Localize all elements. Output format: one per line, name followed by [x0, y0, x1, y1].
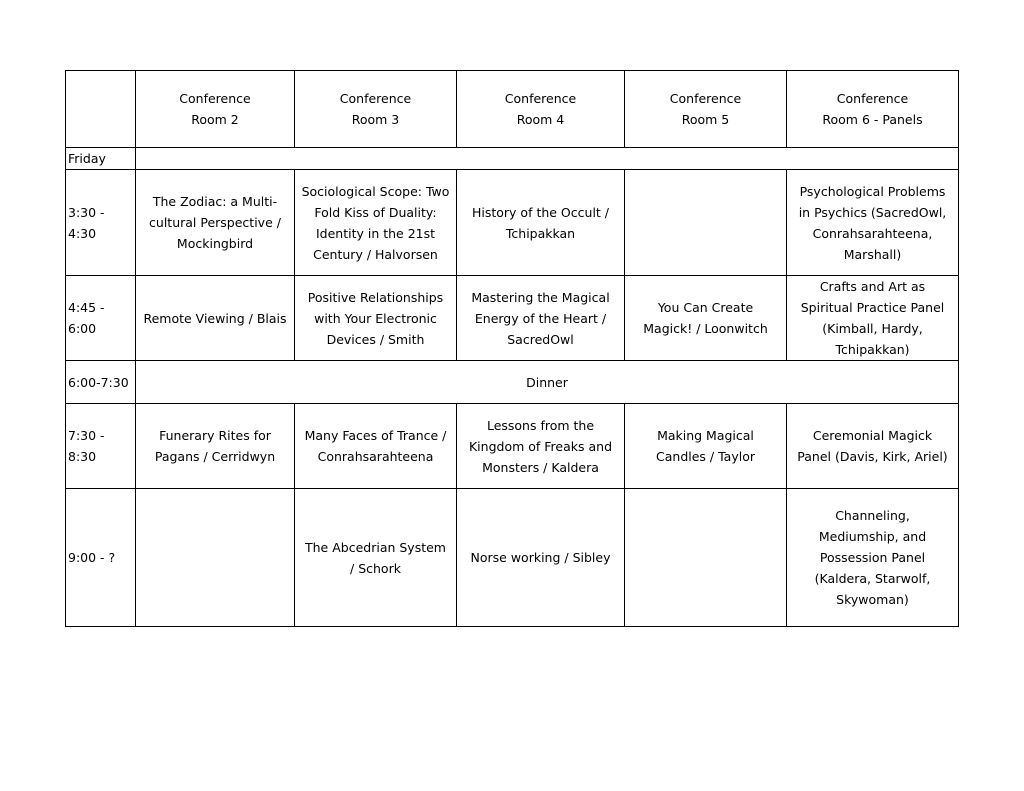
- session-cell: The Abcedrian System / Schork: [295, 489, 457, 627]
- day-row-filler: [136, 148, 959, 170]
- time-cell: 3:30 - 4:30: [66, 170, 136, 276]
- table-row: [66, 404, 959, 489]
- session-cell: Psychological Problems in Psychics (SacredOwl, Conrahsarahteena, Marshall): [787, 170, 959, 276]
- header-room-3: Conference Room 3: [295, 71, 457, 148]
- session-cell: Channeling, Mediumship, and Possession Panel (Kaldera, Starwolf, Skywoman): [787, 489, 959, 627]
- header-row: [66, 71, 959, 148]
- session-cell: [136, 489, 295, 627]
- session-cell: History of the Occult / Tchipakkan: [457, 170, 625, 276]
- session-cell: [625, 170, 787, 276]
- header-room-2: Conference Room 2: [136, 71, 295, 148]
- header-room-4: Conference Room 4: [457, 71, 625, 148]
- session-cell: Ceremonial Magick Panel (Davis, Kirk, Ariel): [787, 404, 959, 489]
- session-cell: You Can Create Magick! / Loonwitch: [625, 276, 787, 361]
- day-label: Friday: [66, 148, 136, 170]
- session-cell: Making Magical Candles / Taylor: [625, 404, 787, 489]
- header-corner-cell: [66, 71, 136, 148]
- session-cell: Norse working / Sibley: [457, 489, 625, 627]
- time-cell: 9:00 - ?: [66, 489, 136, 627]
- conference-schedule-table: [65, 70, 959, 627]
- session-cell: The Zodiac: a Multi- cultural Perspective / Mockingbird: [136, 170, 295, 276]
- session-cell: Positive Relationships with Your Electronic Devices / Smith: [295, 276, 457, 361]
- table-row: [66, 489, 959, 627]
- header-room-5: Conference Room 5: [625, 71, 787, 148]
- session-cell: Funerary Rites for Pagans / Cerridwyn: [136, 404, 295, 489]
- time-cell: 4:45 - 6:00: [66, 276, 136, 361]
- session-cell: Lessons from the Kingdom of Freaks and Monsters / Kaldera: [457, 404, 625, 489]
- day-row: [66, 148, 959, 170]
- table-row: [66, 276, 959, 361]
- time-cell: 7:30 - 8:30: [66, 404, 136, 489]
- dinner-row: [66, 361, 959, 404]
- dinner-label: Dinner: [136, 361, 959, 404]
- table-row: [66, 170, 959, 276]
- session-cell: Remote Viewing / Blais: [136, 276, 295, 361]
- session-cell: Crafts and Art as Spiritual Practice Panel (Kimball, Hardy, Tchipakkan): [787, 276, 959, 361]
- header-room-6: Conference Room 6 - Panels: [787, 71, 959, 148]
- dinner-time: 6:00-7:30: [66, 361, 136, 404]
- session-cell: Mastering the Magical Energy of the Heart / SacredOwl: [457, 276, 625, 361]
- session-cell: [625, 489, 787, 627]
- session-cell: Many Faces of Trance / Conrahsarahteena: [295, 404, 457, 489]
- session-cell: Sociological Scope: Two Fold Kiss of Duality: Identity in the 21st Century / Halvorsen: [295, 170, 457, 276]
